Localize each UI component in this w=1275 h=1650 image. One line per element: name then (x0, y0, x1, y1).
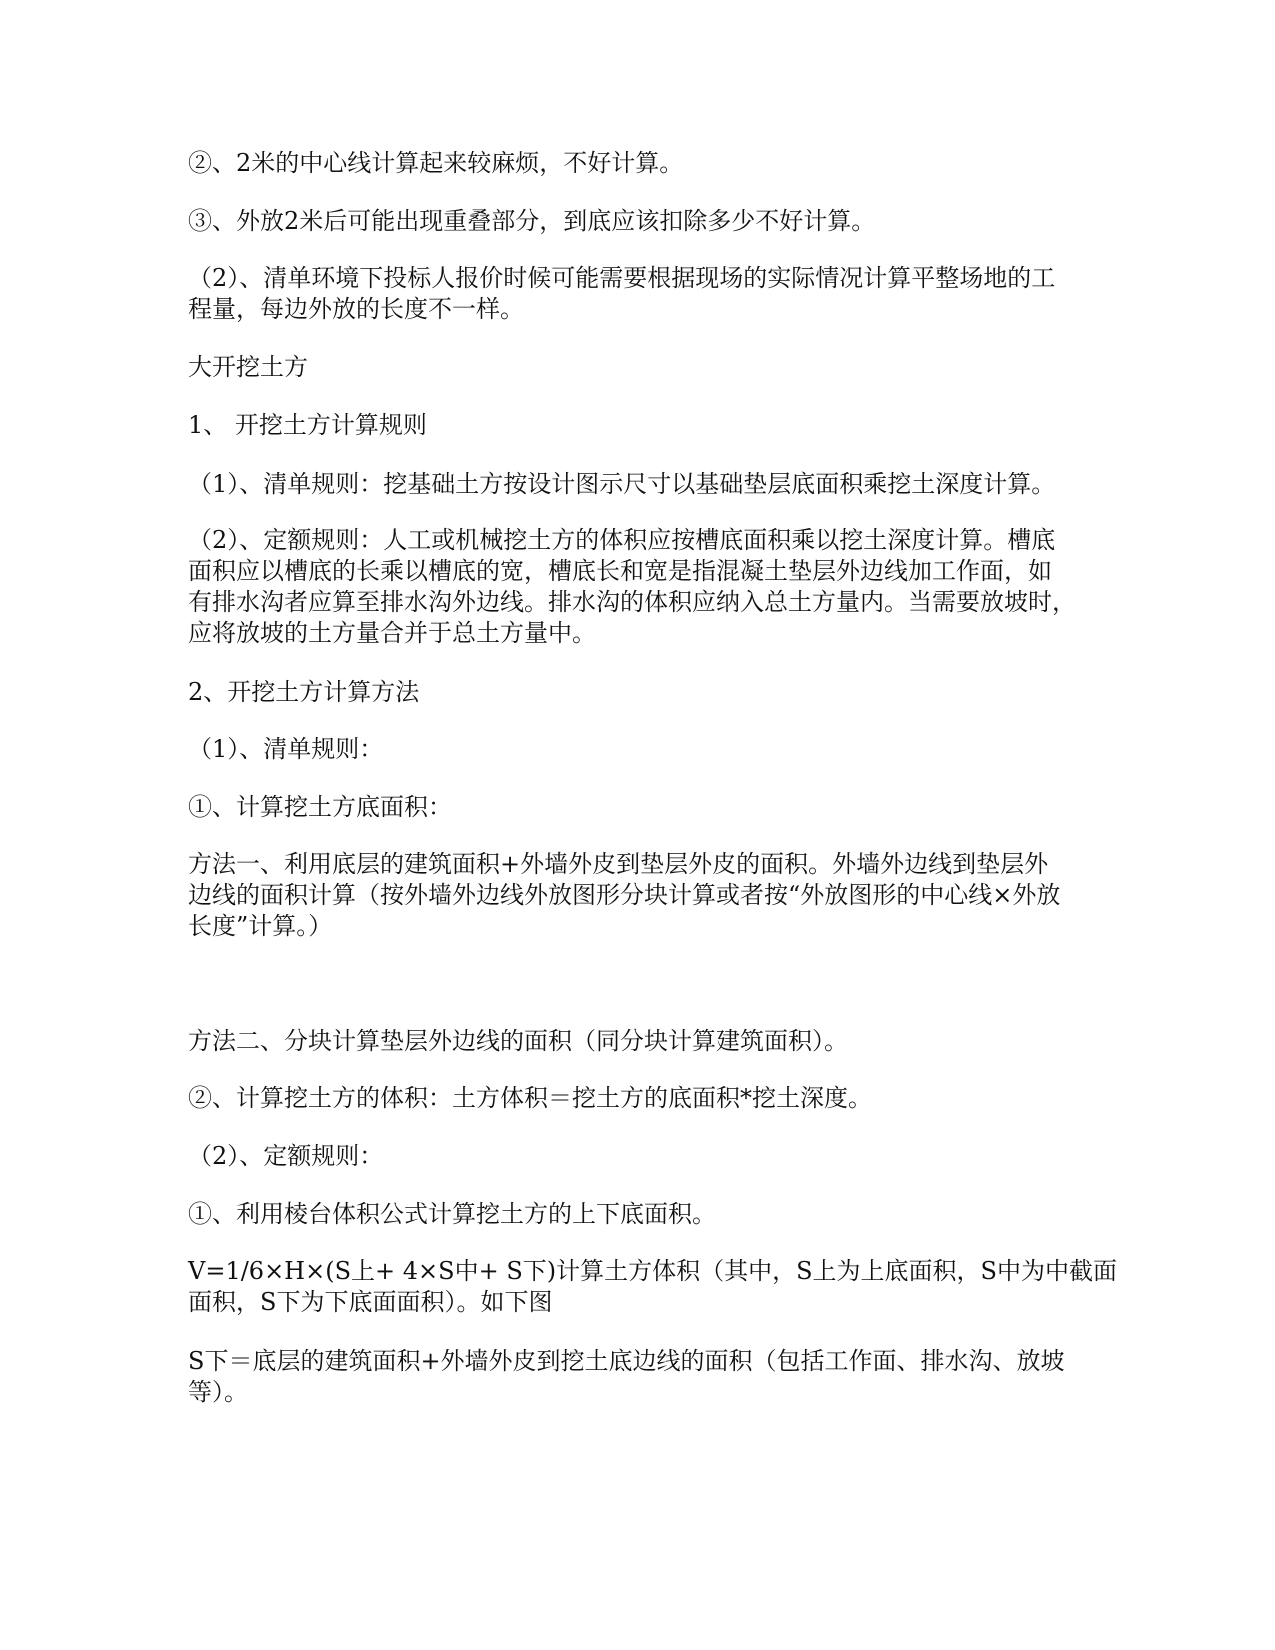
paragraph-line: （2）、清单环境下投标人报价时候可能需要根据现场的实际情况计算平整场地的工 (188, 264, 1056, 292)
paragraph-line: 2、开挖土方计算方法 (188, 678, 420, 706)
paragraph-line: ②、2米的中心线计算起来较麻烦，不好计算。 (188, 149, 684, 177)
paragraph-13 (188, 1083, 1088, 1114)
paragraph-9 (188, 734, 1088, 765)
paragraph-16 (188, 1256, 1118, 1318)
paragraph-line: （2）、定额规则：人工或机械挖土方的体积应按槽底面积乘以挖土深度计算。槽底 (188, 526, 1056, 554)
paragraph-line: （1）、清单规则： (188, 735, 384, 763)
paragraph-line: 方法一、利用底层的建筑面积+外墙外皮到垫层外皮的面积。外墙外边线到垫层外 (188, 850, 1049, 878)
paragraph-line: ②、计算挖土方的体积：土方体积＝挖土方的底面积*挖土深度。 (188, 1084, 872, 1112)
paragraph-11 (188, 849, 1088, 942)
paragraph-line: 大开挖土方 (188, 353, 308, 381)
paragraph-10 (188, 792, 1088, 823)
paragraph-3 (188, 263, 1088, 325)
paragraph-line: ①、利用棱台体积公式计算挖土方的上下底面积。 (188, 1200, 716, 1228)
paragraph-line: 等）。 (188, 1378, 248, 1406)
paragraph-line: S下＝底层的建筑面积+外墙外皮到挖土底边线的面积（包括工作面、排水沟、放坡 (188, 1347, 1065, 1375)
paragraph-line: 面积，S下为下底面面积）。如下图 (188, 1288, 553, 1316)
paragraph-line: V=1/6×H×(S上+ 4×S中+ S下)计算土方体积（其中，S上为上底面积，S中为中截面 (188, 1257, 1118, 1285)
paragraph-line: 有排水沟者应算至排水沟外边线。排水沟的体积应纳入总土方量内。当需要放坡时， (188, 588, 1076, 616)
paragraph-6 (188, 469, 1088, 500)
paragraph-line: ①、计算挖土方底面积： (188, 793, 452, 821)
paragraph-7 (188, 525, 1088, 649)
section-heading (188, 352, 1088, 383)
paragraph-line: 程量，每边外放的长度不一样。 (188, 295, 524, 323)
paragraph-14 (188, 1141, 1088, 1172)
paragraph-line: 1、 开挖土方计算规则 (188, 411, 427, 439)
paragraph-line: （1）、清单规则：挖基础土方按设计图示尺寸以基础垫层底面积乘挖土深度计算。 (188, 470, 1056, 498)
paragraph-17 (188, 1346, 1088, 1408)
paragraph-line: 面积应以槽底的长乘以槽底的宽，槽底长和宽是指混凝土垫层外边线加工作面，如 (188, 557, 1052, 585)
paragraph-line: 边线的面积计算（按外墙外边线外放图形分块计算或者按“外放图形的中心线×外放 (188, 881, 1061, 909)
paragraph-line: （2）、定额规则： (188, 1142, 384, 1170)
paragraph-2 (188, 206, 1088, 237)
paragraph-line: ③、外放2米后可能出现重叠部分，到底应该扣除多少不好计算。 (188, 207, 876, 235)
subsection-heading-1 (188, 410, 1088, 441)
paragraph-12 (188, 1026, 1088, 1057)
subsection-heading-2 (188, 677, 1088, 708)
paragraph-line: 方法二、分块计算垫层外边线的面积（同分块计算建筑面积）。 (188, 1027, 848, 1055)
paragraph-1 (188, 148, 1088, 179)
paragraph-15 (188, 1199, 1088, 1230)
paragraph-line: 长度”计算。） (188, 912, 333, 940)
paragraph-line: 应将放坡的土方量合并于总土方量中。 (188, 619, 596, 647)
